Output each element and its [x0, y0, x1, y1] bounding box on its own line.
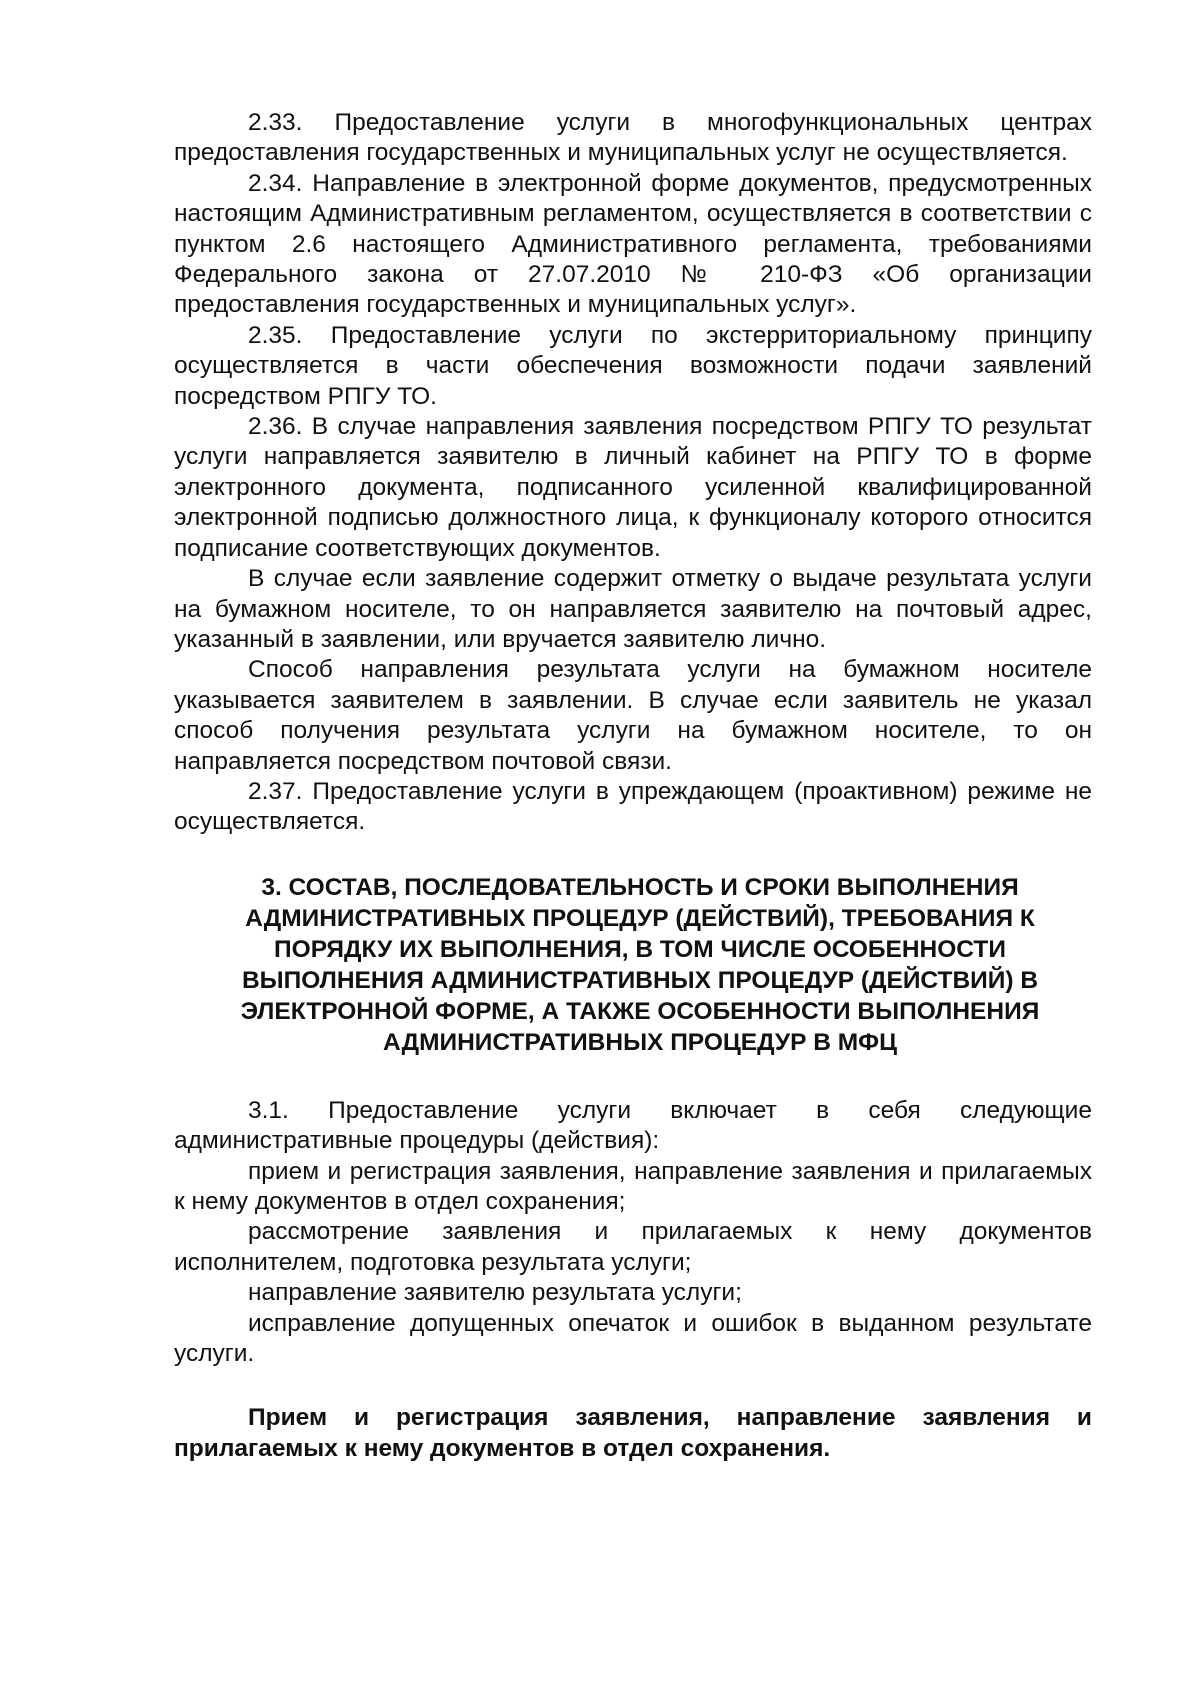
paragraph-2-36: 2.36. В случае направления заявления посредством РПГУ ТО результат услуги направляется заявителю в личный кабинет на РПГУ ТО в форме электронного документа, подписанного усиленной квалифицированной электронной подписью должностного лица, к функционалу которого относится подписание соответствующих документов. [174, 413, 1092, 562]
paragraph-paper-result: В случае если заявление содержит отметку о выдаче результата услуги на бумажном носителе, то он направляется заявителю на почтовый адрес, указанный в заявлении, или вручается заявителю лично. [174, 565, 1092, 653]
paragraph-2-37: 2.37. Предоставление услуги в упреждающем (проактивном) режиме не осуществляется. [174, 777, 1092, 836]
section-3-heading: 3. СОСТАВ, ПОСЛЕДОВАТЕЛЬНОСТЬ И СРОКИ ВЫПОЛНЕНИЯ АДМИНИСТРАТИВНЫХ ПРОЦЕДУР (ДЕЙСТВИЙ), ТРЕБОВАНИЯ К ПОРЯДКУ ИХ ВЫПОЛНЕНИЯ, В ТОМ ЧИСЛЕ ОСОБЕННОСТИ ВЫПОЛНЕНИЯ АДМИНИСТРАТИВНЫХ ПРОЦЕДУР (ДЕЙСТВИЙ) В ЭЛЕКТРОННОЙ ФОРМЕ, А ТАКЖЕ ОСОБЕННОСТИ ВЫПОЛНЕНИЯ АДМИНИСТРАТИВНЫХ ПРОЦЕДУР В МФЦ [240, 873, 1040, 1056]
procedure-item-correction: исправление допущенных опечаток и ошибок в выданном результате услуги. [174, 1309, 1092, 1367]
procedure-item-delivery: направление заявителю результата услуги; [248, 1279, 742, 1307]
paragraph-3-1: 3.1. Предоставление услуги включает в себя следующие административные процедуры (действия): [174, 1096, 1092, 1155]
paragraph-2-35: 2.35. Предоставление услуги по экстерриториальному принципу осуществляется в части обеспечения возможности подачи заявлений посредством РПГУ ТО. [174, 321, 1092, 410]
subsection-heading: Прием и регистрация заявления, направление заявления и прилагаемых к нему документов в отдел сохранения. [174, 1404, 1092, 1462]
paragraph-2-33: 2.33. Предоставление услуги в многофункциональных центрах предоставления государственных и муниципальных услуг не осуществляется. [174, 109, 1092, 167]
paragraph-delivery-method: Способ направления результата услуги на бумажном носителе указывается заявителем в заявлении. В случае если заявитель не указал способ получения результата услуги на бумажном носителе, то он направляется посредством почтовой связи. [174, 656, 1092, 775]
document-page [174, 108, 1092, 1464]
procedure-item-review: рассмотрение заявления и прилагаемых к нему документов исполнителем, подготовка результата услуги; [174, 1218, 1092, 1276]
paragraph-2-34: 2.34. Направление в электронной форме документов, предусмотренных настоящим Административным регламентом, осуществляется в соответствии с пунктом 2.6 настоящего Административного регламента, требованиями Федерального закона от 27.07.2010 № 210-ФЗ «Об организации предоставления государственных и муниципальных услуг». [174, 169, 1092, 319]
procedure-item-reception: прием и регистрация заявления, направление заявления и прилагаемых к нему документов в отдел сохранения; [174, 1157, 1092, 1215]
